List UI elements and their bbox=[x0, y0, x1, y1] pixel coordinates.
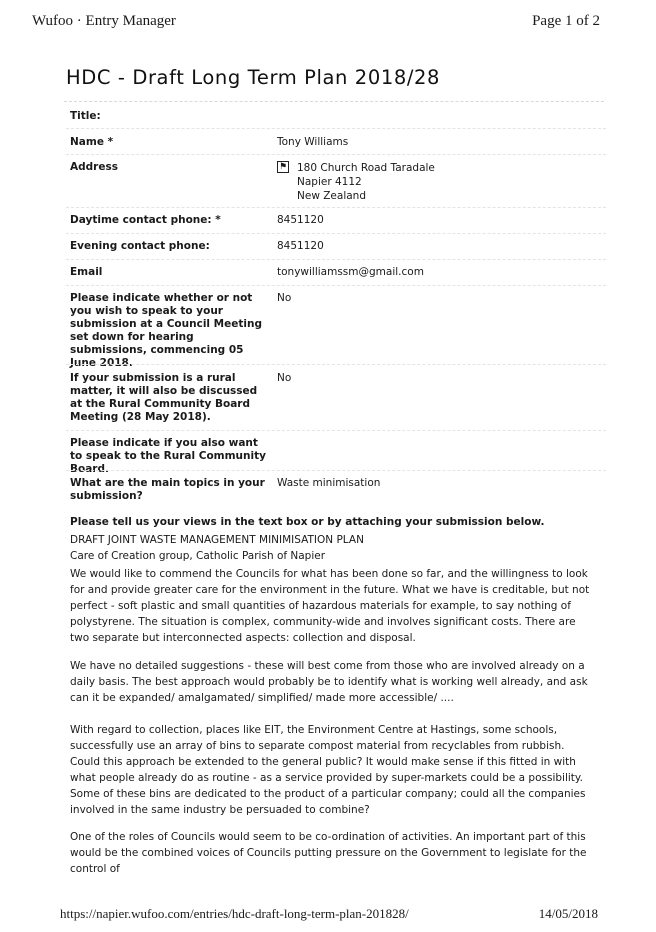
field-value-evening-phone: 8451120 bbox=[277, 240, 324, 252]
submission-paragraph-1: We would like to commend the Councils for what has been done so far, and the willingness to look for and provide greater care for the environment in the future. What we have is creditable, but not perfect - soft plastic and small quantities of hazardous materials for example, to say nothing of polystyrene. The situation is complex, community-wide and involves significant costs. There are two separate but interconnected aspects: collection and disposal. bbox=[70, 568, 590, 644]
form-title: HDC - Draft Long Term Plan 2018/28 bbox=[66, 66, 441, 89]
field-label-rural-speak: Please indicate if you also want to speak to the Rural Community Board. bbox=[70, 437, 266, 475]
field-label-rural: If your submission is a rural matter, it will also be discussed at the Rural Community Board Meeting (28 May 2018). bbox=[70, 372, 258, 423]
field-label-address: Address bbox=[70, 161, 118, 173]
row-divider bbox=[66, 364, 606, 365]
print-footer bbox=[60, 906, 598, 924]
field-value-email: tonywilliamssm@gmail.com bbox=[277, 266, 424, 278]
views-prompt: Please tell us your views in the text box or by attaching your submission below. bbox=[70, 516, 545, 528]
field-value-topics: Waste minimisation bbox=[277, 477, 381, 489]
row-divider bbox=[66, 470, 606, 471]
row-divider bbox=[66, 430, 606, 431]
address-line-2: Napier 4112 bbox=[297, 176, 362, 188]
submission-paragraph-4: One of the roles of Councils would seem to be co-ordination of activities. An important part of this would be the combined voices of Councils putting pressure on the Government to legislate for the control of bbox=[70, 831, 587, 875]
row-divider bbox=[66, 207, 606, 208]
submission-author: Care of Creation group, Catholic Parish of Napier bbox=[70, 550, 326, 562]
row-divider bbox=[66, 233, 606, 234]
field-label-email: Email bbox=[70, 266, 103, 278]
print-header bbox=[32, 13, 600, 33]
print-header-app: Wufoo · Entry Manager bbox=[32, 13, 176, 29]
address-line-3: New Zealand bbox=[297, 190, 366, 202]
field-label-name: Name * bbox=[70, 136, 114, 148]
row-divider bbox=[66, 285, 606, 286]
submission-paragraph-3: With regard to collection, places like EIT, the Environment Centre at Hastings, some schools, successfully use an array of bins to separate compost material from recyclables from rubbish. Could this approach be extended to the general public? It would make sense if this fitted in with what people already do as routine - as a service provided by super-markets could be a possibility. Some of these bins are dedicated to the product of a particular company; could all the companies involved in the same industry be persuaded to combine? bbox=[70, 724, 586, 816]
field-value-speak: No bbox=[277, 292, 292, 304]
field-value-rural: No bbox=[277, 372, 292, 384]
map-pin-icon: ⚑ bbox=[278, 162, 288, 172]
print-footer-url: https://napier.wufoo.com/entries/hdc-draft-long-term-plan-201828/ bbox=[60, 906, 409, 921]
field-label-speak: Please indicate whether or not you wish to speak to your submission at a Council Meeting set down for hearing submissions, commencing 05 June 2018. bbox=[70, 292, 262, 369]
field-value-name: Tony Williams bbox=[277, 136, 349, 148]
field-label-topics: What are the main topics in your submission? bbox=[70, 477, 265, 502]
address-lines bbox=[297, 161, 435, 203]
field-label-title: Title: bbox=[70, 110, 101, 122]
print-header-page: Page 1 of 2 bbox=[532, 13, 600, 29]
field-label-daytime-phone: Daytime contact phone: * bbox=[70, 214, 221, 226]
title-divider bbox=[64, 101, 604, 103]
field-label-evening-phone: Evening contact phone: bbox=[70, 240, 210, 252]
address-line-1: 180 Church Road Taradale bbox=[297, 162, 435, 174]
row-divider bbox=[66, 259, 606, 260]
field-value-daytime-phone: 8451120 bbox=[277, 214, 324, 226]
submission-paragraph-2: We have no detailed suggestions - these will best come from those who are involved already on a daily basis. The best approach would probably be to identify what is working well already, and ask can it be expanded/ amalgamated/ simplified/ made more accessible/ .... bbox=[70, 660, 588, 704]
submission-heading: DRAFT JOINT WASTE MANAGEMENT MINIMISATION PLAN bbox=[70, 534, 364, 546]
row-divider bbox=[66, 128, 606, 129]
row-divider bbox=[66, 154, 606, 155]
print-footer-date: 14/05/2018 bbox=[538, 906, 598, 921]
